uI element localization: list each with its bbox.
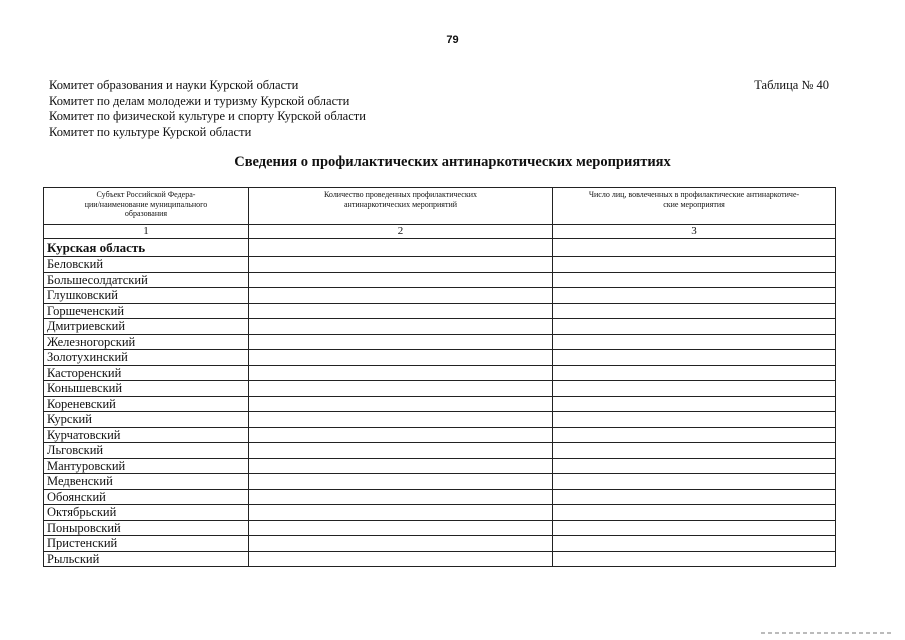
participants-count-cell [553, 474, 836, 490]
region-name: Курская область [44, 239, 249, 257]
district-name: Льговский [44, 443, 249, 459]
table-row [44, 272, 836, 288]
events-count-cell [249, 381, 553, 397]
district-name: Горшеченский [44, 303, 249, 319]
table-row [44, 443, 836, 459]
table-row [44, 536, 836, 552]
column-header-events-count: Количество проведенных профилактических антинаркотических мероприятий [249, 188, 553, 225]
table-row [44, 489, 836, 505]
district-name: Октябрьский [44, 505, 249, 521]
district-name: Золотухинский [44, 350, 249, 366]
events-count-cell [249, 427, 553, 443]
column-number: 2 [249, 225, 553, 239]
district-name: Обоянский [44, 489, 249, 505]
district-name: Курчатовский [44, 427, 249, 443]
events-count-cell [249, 350, 553, 366]
events-count-cell [249, 443, 553, 459]
district-name: Большесолдатский [44, 272, 249, 288]
table-row [44, 303, 836, 319]
table-row [44, 381, 836, 397]
events-count-cell [249, 474, 553, 490]
column-number: 3 [553, 225, 836, 239]
column-header-participants-count: Число лиц, вовлеченных в профилактические антинаркотиче- ские мероприятия [553, 188, 836, 225]
table-row [44, 520, 836, 536]
table-row [44, 474, 836, 490]
participants-count-cell [553, 350, 836, 366]
participants-count-cell [553, 381, 836, 397]
table-row [44, 257, 836, 273]
participants-count-cell [553, 536, 836, 552]
table-row [44, 365, 836, 381]
participants-count-cell [553, 319, 836, 335]
committee-list [49, 78, 366, 140]
table-number-label: Таблица № 40 [754, 78, 829, 92]
participants-count-cell [553, 412, 836, 428]
table-row [44, 396, 836, 412]
events-count-cell [249, 412, 553, 428]
document-title: Сведения о профилактических антинаркотических мероприятиях [234, 154, 671, 170]
district-name: Конышевский [44, 381, 249, 397]
events-count-cell [249, 334, 553, 350]
events-count-cell [249, 239, 553, 257]
participants-count-cell [553, 489, 836, 505]
participants-count-cell [553, 427, 836, 443]
events-count-cell [249, 257, 553, 273]
participants-count-cell [553, 458, 836, 474]
participants-count-cell [553, 288, 836, 304]
column-number: 1 [44, 225, 249, 239]
events-count-cell [249, 458, 553, 474]
participants-count-cell [553, 334, 836, 350]
table-row [44, 319, 836, 335]
events-count-cell [249, 272, 553, 288]
events-count-cell [249, 288, 553, 304]
participants-count-cell [553, 239, 836, 257]
district-name: Дмитриевский [44, 319, 249, 335]
participants-count-cell [553, 520, 836, 536]
participants-count-cell [553, 396, 836, 412]
participants-count-cell [553, 272, 836, 288]
participants-count-cell [553, 257, 836, 273]
committee-line: Комитет по культуре Курской области [49, 124, 252, 139]
table-row [44, 551, 836, 567]
events-count-cell [249, 520, 553, 536]
district-name: Мантуровский [44, 458, 249, 474]
district-name: Рыльский [44, 551, 249, 567]
participants-count-cell [553, 505, 836, 521]
events-count-cell [249, 365, 553, 381]
table-row [44, 427, 836, 443]
district-name: Кореневский [44, 396, 249, 412]
events-count-cell [249, 505, 553, 521]
district-name: Курский [44, 412, 249, 428]
region-row [44, 239, 836, 257]
participants-count-cell [553, 303, 836, 319]
district-name: Поныровский [44, 520, 249, 536]
events-count-cell [249, 551, 553, 567]
scan-artifact [761, 632, 891, 634]
committee-line: Комитет по делам молодежи и туризму Курской области [49, 93, 350, 108]
district-name: Медвенский [44, 474, 249, 490]
events-count-cell [249, 489, 553, 505]
table-row [44, 350, 836, 366]
events-count-cell [249, 396, 553, 412]
events-count-cell [249, 536, 553, 552]
events-count-cell [249, 303, 553, 319]
table-row [44, 458, 836, 474]
table-row [44, 334, 836, 350]
events-count-cell [249, 319, 553, 335]
committee-line: Комитет по физической культуре и спорту Курской области [49, 109, 366, 123]
column-header-subject: Субъект Российской Федера- ции/наименование муниципального образования [44, 188, 249, 225]
participants-count-cell [553, 551, 836, 567]
column-number-row [44, 225, 836, 239]
district-name: Глушковский [44, 288, 249, 304]
district-name: Касторенский [44, 365, 249, 381]
table-header-row [44, 188, 836, 225]
district-name: Железногорский [44, 334, 249, 350]
committee-line: Комитет образования и науки Курской области [49, 78, 299, 92]
participants-count-cell [553, 443, 836, 459]
table-row [44, 412, 836, 428]
page-number: 79 [446, 34, 459, 46]
district-name: Беловский [44, 257, 249, 273]
district-name: Пристенский [44, 536, 249, 552]
participants-count-cell [553, 365, 836, 381]
table-row [44, 505, 836, 521]
report-table [43, 187, 836, 567]
table-row [44, 288, 836, 304]
